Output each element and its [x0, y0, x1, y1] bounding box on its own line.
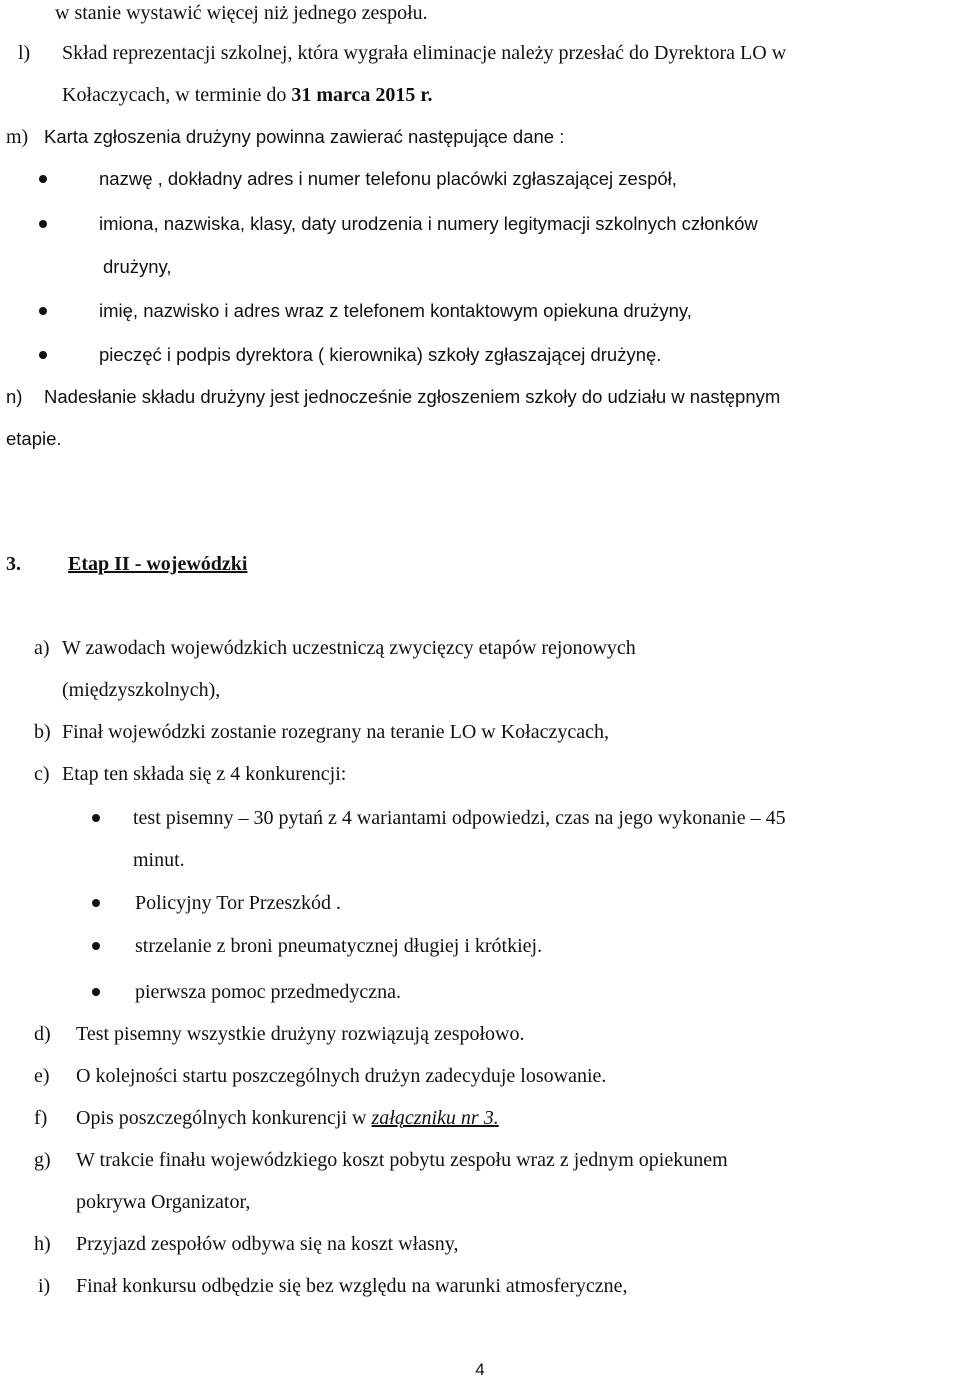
bullet-icon — [39, 351, 47, 359]
section-number: 3. — [6, 553, 21, 575]
list-item-continuation: drużyny, — [103, 256, 172, 277]
item-l-line1 — [62, 40, 960, 66]
deadline-date: 31 marca 2015 r. — [291, 84, 433, 106]
bullet-icon — [92, 814, 100, 822]
item-f-line — [76, 1105, 499, 1131]
section-title: Etap II - wojewódzki — [68, 553, 248, 575]
item-a-line2: (międzyszkolnych), — [62, 679, 221, 701]
list-marker-c: c) — [34, 763, 50, 785]
attachment-link[interactable]: załączniku nr 3. — [371, 1107, 499, 1129]
list-item: strzelanie z broni pneumatycznej długiej i krótkiej. — [135, 935, 543, 957]
item-f-text: Opis poszczególnych konkurencji w — [76, 1107, 372, 1129]
list-item: imię, nazwisko i adres wraz z telefonem kontaktowym opiekuna drużyny, — [99, 300, 692, 321]
list-item: nazwę , dokładny adres i numer telefonu placówki zgłaszającej zespół, — [99, 168, 677, 189]
item-l-line2 — [62, 82, 432, 108]
page-number: 4 — [475, 1360, 485, 1379]
list-marker-g: g) — [34, 1149, 51, 1171]
item-e-text: O kolejności startu poszczególnych drużyn zadecyduje losowanie. — [76, 1065, 607, 1087]
list-marker-f: f) — [34, 1107, 48, 1129]
list-marker-i: i) — [38, 1275, 51, 1297]
paragraph-line: w stanie wystawić więcej niż jednego zespołu. — [55, 2, 428, 24]
item-i-text: Finał konkursu odbędzie się bez względu na warunki atmosferyczne, — [76, 1275, 628, 1297]
bullet-icon — [39, 175, 47, 183]
list-item: imiona, nazwiska, klasy, daty urodzenia i numery legitymacji szkolnych członków — [99, 213, 758, 234]
list-marker-m: m) — [6, 126, 29, 148]
item-m-text: Karta zgłoszenia drużyny powinna zawierać następujące dane : — [44, 126, 565, 147]
list-item-continuation: minut. — [133, 849, 185, 871]
item-d-text: Test pisemny wszystkie drużyny rozwiązują zespołowo. — [76, 1023, 525, 1045]
list-item: pierwsza pomoc przedmedyczna. — [135, 981, 401, 1003]
list-marker-l: l) — [18, 42, 31, 64]
list-marker-h: h) — [34, 1233, 51, 1255]
item-g-line2: pokrywa Organizator, — [76, 1191, 251, 1213]
bullet-icon — [92, 899, 100, 907]
list-marker-n: n) — [6, 386, 23, 407]
list-item: Policyjny Tor Przeszkód . — [135, 892, 341, 914]
list-marker-d: d) — [34, 1023, 51, 1045]
list-marker-a: a) — [34, 637, 50, 659]
bullet-icon — [39, 220, 47, 228]
list-marker-e: e) — [34, 1065, 50, 1087]
item-c-text: Etap ten składa się z 4 konkurencji: — [62, 763, 347, 785]
item-h-text: Przyjazd zespołów odbywa się na koszt własny, — [76, 1233, 459, 1255]
item-l-text-line2: Kołaczycach, w terminie do — [62, 84, 292, 106]
bullet-icon — [92, 988, 100, 996]
item-l-text-line1: Skład reprezentacji szkolnej, która wygrała eliminacje należy przesłać do Dyrektora LO w — [62, 42, 787, 64]
list-marker-b: b) — [34, 721, 51, 743]
bullet-icon — [39, 307, 47, 315]
list-item: pieczęć i podpis dyrektora ( kierownika) szkoły zgłaszającej drużynę. — [99, 344, 662, 365]
item-a-line1: W zawodach wojewódzkich uczestniczą zwycięzcy etapów rejonowych — [62, 637, 636, 659]
bullet-icon — [92, 942, 100, 950]
item-n-line1: Nadesłanie składu drużyny jest jednocześnie zgłoszeniem szkoły do udziału w następnym — [44, 386, 781, 407]
item-b-text: Finał wojewódzki zostanie rozegrany na teranie LO w Kołaczycach, — [62, 721, 609, 743]
item-g-line1: W trakcie finału wojewódzkiego koszt pobytu zespołu wraz z jednym opiekunem — [76, 1149, 728, 1171]
list-item: test pisemny – 30 pytań z 4 wariantami odpowiedzi, czas na jego wykonanie – 45 — [133, 807, 786, 829]
item-n-line2: etapie. — [6, 428, 62, 449]
